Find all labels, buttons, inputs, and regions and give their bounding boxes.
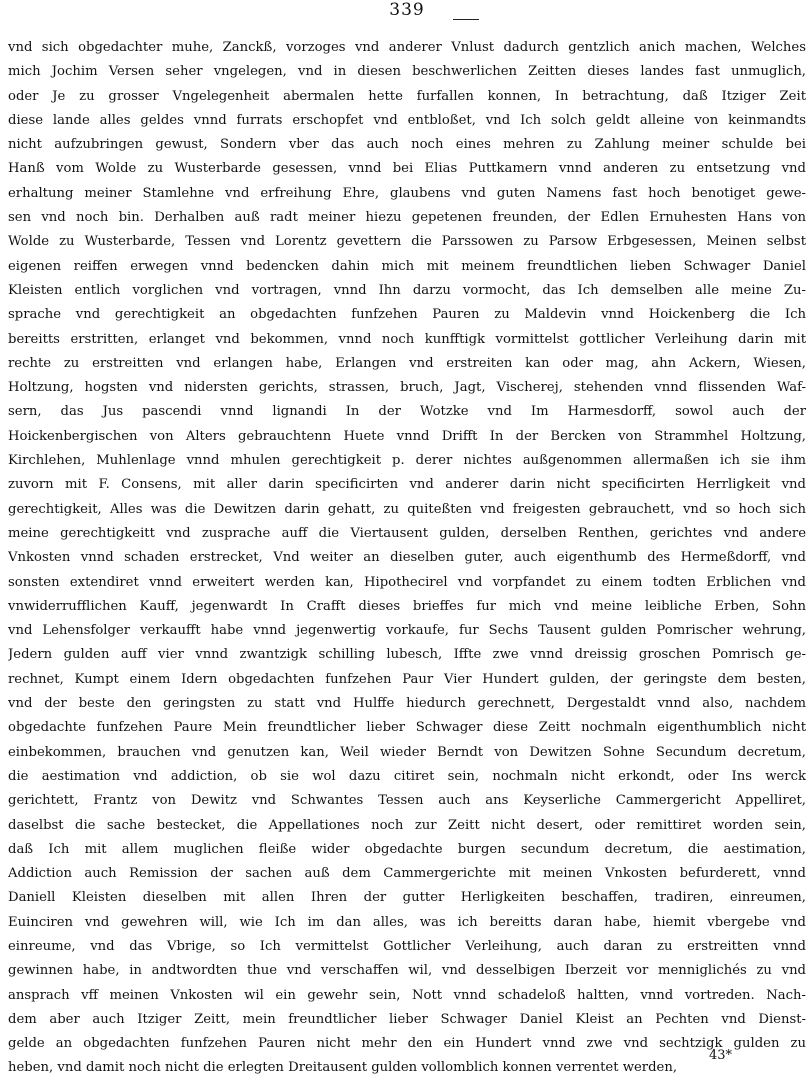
- text-line: Jedern gulden auff vier vnnd zwantzigk schilling lubesch, Iffte zwe vnnd dreissig groschen Pomrisch ge-: [8, 647, 806, 663]
- text-line: bereitts erstritten, erlanget vnd bekommen, vnnd noch kunfftigk vormittelst gottlicher Verleihung darin mit: [8, 331, 806, 347]
- text-line: die aestimation vnd addiction, ob sie wol dazu citiret sein, nochmaln nicht erkondt, oder Ins werck: [8, 768, 806, 784]
- page-header: [8, 0, 806, 26]
- text-line: Holtzung, hogsten vnd nidersten gerichts, strassen, bruch, Jagt, Vischerej, stehenden vnnd flissenden Waf-: [8, 380, 806, 396]
- text-line: eigenen reiffen erwegen vnnd bedencken dahin mich mit meinem freundtlichen lieben Schwager Daniel: [8, 258, 806, 274]
- text-line: Kleisten entlich vorglichen vnd vortragen, vnnd Ihn darzu vormocht, das Ich demselben alle meine Zu-: [8, 282, 806, 298]
- text-line: heben, vnd damit noch nicht die erlegten Dreitausent gulden vollomblich konnen verrentet werden,: [8, 1060, 678, 1076]
- text-line: sen vnd noch bin. Derhalben auß radt meiner hiezu gepetenen freunden, der Edlen Ernuhesten Hans von: [8, 210, 806, 226]
- text-line: dem aber auch Itziger Zeitt, mein freundtlicher lieber Schwager Daniel Kleist an Pechten vnd Dienst-: [8, 1011, 806, 1027]
- text-line: Addiction auch Remission der sachen auß dem Cammergerichte mit meinen Vnkosten befurderett, vnnd: [8, 866, 806, 882]
- page-number: 339: [8, 0, 806, 20]
- text-line: Hoickenbergischen von Alters gebrauchtenn Huete vnnd Drifft In der Bercken von Strammhel Holtzung,: [8, 428, 806, 444]
- text-line: Hanß vom Wolde zu Wusterbarde gesessen, vnnd bei Elias Puttkamern vnnd anderen zu entsetzung vnd: [8, 161, 806, 177]
- text-line: gewinnen habe, in andtwordten thue vnd verschaffen wil, vnd desselbigen Iberzeit vor menniglichés zu vnd: [8, 963, 806, 979]
- signature-mark: 43*: [708, 1048, 732, 1063]
- text-line: Kirchlehen, Muhlenlage vnnd mhulen gerechtigkeit p. derer nichtes außgenommen allermaßen ich sie ihm: [8, 453, 806, 469]
- text-line: meine gerechtigkeitt vnd zusprache auff die Viertausent gulden, derselben Renthen, gerichtes vnd andere: [8, 525, 806, 541]
- text-line: sonsten extendiret vnnd erweitert werden kan, Hipothecirel vnd vorpfandet zu einem todten Erblichen vnd: [8, 574, 806, 590]
- text-line: vnd Lehensfolger verkaufft habe vnnd jegenwertig vorkaufe, fur Sechs Tausent gulden Pomrischer wehrung,: [8, 623, 806, 639]
- text-line: einreume, vnd das Vbrige, so Ich vermittelst Gottlicher Verleihung, auch daran zu erstreitten vnnd: [8, 938, 806, 954]
- text-line: oder Je zu grosser Vngelegenheit abermalen hette furfallen konnen, In betrachtung, daß Itziger Zeit: [8, 88, 806, 104]
- text-line: vnwiderrufflichen Kauff, jegenwardt In Crafft dieses brieffes fur mich vnd meine leibliche Erben, Sohn: [8, 598, 806, 614]
- body-text: [8, 36, 806, 1081]
- text-line: daß Ich mit allem muglichen fleiße wider obgedachte burgen secundum decretum, die aestimation,: [8, 841, 806, 857]
- text-line: obgedachte funfzehen Paure Mein freundtlicher lieber Schwager diese Zeitt nochmaln eigenthumblich nicht: [8, 720, 806, 736]
- text-line: sprache vnd gerechtigkeit an obgedachten funfzehen Pauren zu Maldevin vnnd Hoickenberg die Ich: [8, 307, 806, 323]
- text-line: ansprach vff meinen Vnkosten wil ein gewehr sein, Nott vnnd schadeloß haltten, vnnd vortreden. Nach-: [8, 987, 806, 1003]
- text-line: diese lande alles geldes vnnd furrats erschopfet vnd entbloßet, vnd Ich solch geldt alleine von keinmandts: [8, 112, 806, 128]
- text-line: vnd der beste den geringsten zu statt vnd Hulffe hiedurch gerechnett, Dergestaldt vnnd also, nachdem: [8, 696, 806, 712]
- text-line: Daniell Kleisten dieselben mit allen Ihren der gutter Herligkeiten beschaffen, tradiren, einreumen,: [8, 890, 806, 906]
- text-line: Euinciren vnd gewehren will, wie Ich im dan alles, was ich bereitts daran habe, hiemit vbergebe vnd: [8, 914, 806, 930]
- text-line: einbekommen, brauchen vnd genutzen kan, Weil wieder Berndt von Dewitzen Sohne Secundum decretum,: [8, 744, 806, 760]
- text-line: Vnkosten vnnd schaden erstrecket, Vnd weiter an dieselben guter, auch eigenthumb des Hermeßdorff, vnd: [8, 550, 806, 566]
- text-line: zuvorn mit F. Consens, mit aller darin specificirten vnd anderer darin nicht specificirten Herrligkeit vnd: [8, 477, 806, 493]
- text-line: erhaltung meiner Stamlehne vnd erfreihung Ehre, glaubens vnd guten Namens fast hoch benotiget gewe-: [8, 185, 806, 201]
- text-line: sern, das Jus pascendi vnnd lignandi In der Wotzke vnd Im Harmesdorff, sowol auch der: [8, 404, 806, 420]
- text-line: nicht aufzubringen gewust, Sondern vber das auch noch eines mehren zu Zahlung meiner schulde bei: [8, 137, 806, 153]
- text-line: gerechtigkeit, Alles was die Dewitzen darin gehatt, zu quiteßten vnd freigesten gebrauchett, vnd so hoch sich: [8, 501, 806, 517]
- text-line: vnd sich obgedachter muhe, Zanckß, vorzoges vnd anderer Vnlust dadurch gentzlich anich machen, Welches: [8, 40, 806, 55]
- text-line: gelde an obgedachten funfzehen Pauren nicht mehr den ein Hundert vnnd zwe vnd sechtzigk gulden zu: [8, 1036, 806, 1052]
- text-line: daselbst die sache bestecket, die Appellationes noch zur Zeitt nicht desert, oder remittiret worden sein,: [8, 817, 806, 833]
- text-line: gerichtett, Frantz von Dewitz vnd Schwantes Tessen auch ans Keyserliche Cammergericht Appelliret,: [8, 793, 806, 809]
- text-line: Wolde zu Wusterbarde, Tessen vnd Lorentz gevettern die Parssowen zu Parsow Erbgesessen, Meinen selbst: [8, 234, 806, 250]
- text-line: rechte zu erstreitten vnd erlangen habe, Erlangen vnd erstreiten kan oder mag, ahn Ackern, Wiesen,: [8, 355, 806, 371]
- text-line: mich Jochim Versen seher vngelegen, vnd in diesen beschwerlichen Zeitten dieses landes fast unmuglich,: [8, 64, 806, 80]
- text-line: rechnet, Kumpt einem Idern obgedachten funfzehen Paur Vier Hundert gulden, der geringste dem besten,: [8, 671, 806, 687]
